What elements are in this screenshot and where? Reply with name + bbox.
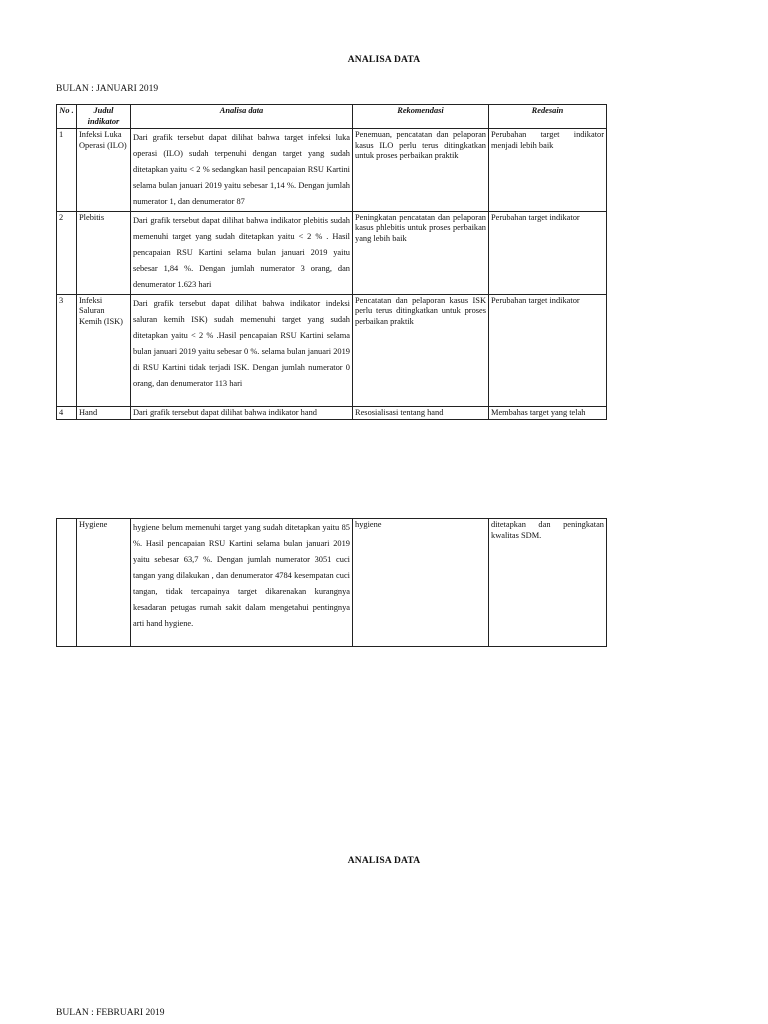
cell-analisa: hygiene belum memenuhi target yang sudah ditetapkan yaitu 85 %. Hasil pencapaian RSU Kartini selama bulan januari 2019 yaitu sebesar 63,7 %. Dengan jumlah numerator 3051 cuci tangan yang dilakukan , dan denumerator 4784 kesempatan cuci tangan, tidak tercapainya target dikarenakan kurangnya kesadaran petugas rumah sakit dalam mengetahui pentingnya arti hand hygiene. <box>131 519 353 647</box>
table-row <box>57 211 607 294</box>
analysis-table-january <box>56 104 607 420</box>
month-label-2: BULAN : FEBRUARI 2019 <box>56 1008 165 1018</box>
header-redesain: Redesain <box>489 105 607 129</box>
header-rekomendasi: Rekomendasi <box>353 105 489 129</box>
cell-rekomendasi: Resosialisasi tentang hand <box>353 406 489 420</box>
cell-rekomendasi: Penemuan, pencatatan dan pelaporan kasus ILO perlu terus ditingkatkan untuk proses perbaikan praktik <box>353 129 489 212</box>
cell-redesain: Membahas target yang telah <box>489 406 607 420</box>
cell-rekomendasi: hygiene <box>353 519 489 647</box>
table-header-row <box>57 105 607 129</box>
cell-redesain: ditetapkan dan peningkatan kwalitas SDM. <box>489 519 607 647</box>
header-analisa: Analisa data <box>131 105 353 129</box>
cell-judul: Plebitis <box>77 211 131 294</box>
cell-analisa: Dari grafik tersebut dapat dilihat bahwa indikator hand <box>131 406 353 420</box>
header-judul: Judul indikator <box>77 105 131 129</box>
cell-no: 4 <box>57 406 77 420</box>
cell-analisa: Dari grafik tersebut dapat dilihat bahwa indikator plebitis sudah memenuhi target yang sudah ditetapkan yaitu < 2 % . Hasil pencapaian RSU Kartini selama bulan januari 2019 yaitu sebesar 1,84 %. Dengan jumlah numerator 3 orang, dan denumerator 1.623 hari <box>131 211 353 294</box>
cell-no: 1 <box>57 129 77 212</box>
cell-no: 3 <box>57 294 77 406</box>
cell-redesain: Perubahan target indikator menjadi lebih baik <box>489 129 607 212</box>
month-label-1: BULAN : JANUARI 2019 <box>56 84 159 94</box>
cell-no: 2 <box>57 211 77 294</box>
table-row <box>57 129 607 212</box>
cell-analisa: Dari grafik tersebut dapat dilihat bahwa indikator indeksi saluran kemih ISK) sudah memenuhi target yang sudah ditetapkan yaitu < 2 % .Hasil pencapaian RSU Kartini selama bulan januari 2019 yaitu sebesar 0 %. selama bulan januari 2019 di RSU Kartini tidak terjadi ISK. Dengan jumlah numerator 0 orang, dan denumerator 113 hari <box>131 294 353 406</box>
table-row <box>57 294 607 406</box>
page-title-1: ANALISA DATA <box>347 55 421 65</box>
cell-no <box>57 519 77 647</box>
cell-analisa: Dari grafik tersebut dapat dilihat bahwa target infeksi luka operasi (ILO) sudah terpenuhi dengan target yang sudah ditetapkan yaitu < 2 % sedangkan hasil pencapaian RSU Kartini selama bulan januari 2019 yaitu sebesar 1,14 %. Dengan jumlah numerator 1, dan denumerator 87 <box>131 129 353 212</box>
page-title-2: ANALISA DATA <box>347 856 421 866</box>
cell-rekomendasi: Peningkatan pencatatan dan pelaporan kasus phlebitis untuk proses perbaikan yang lebih baik <box>353 211 489 294</box>
cell-redesain: Perubahan target indikator <box>489 211 607 294</box>
table-row <box>57 519 607 647</box>
analysis-table-continued <box>56 518 607 647</box>
cell-judul: Hygiene <box>77 519 131 647</box>
cell-judul: Infeksi Saluran Kemih (ISK) <box>77 294 131 406</box>
cell-rekomendasi: Pencatatan dan pelaporan kasus ISK perlu terus ditingkatkan untuk proses perbaikan praktik <box>353 294 489 406</box>
header-no: No . <box>57 105 77 129</box>
cell-judul: Hand <box>77 406 131 420</box>
table-row <box>57 406 607 420</box>
cell-judul: Infeksi Luka Operasi (ILO) <box>77 129 131 212</box>
cell-redesain: Perubahan target indikator <box>489 294 607 406</box>
